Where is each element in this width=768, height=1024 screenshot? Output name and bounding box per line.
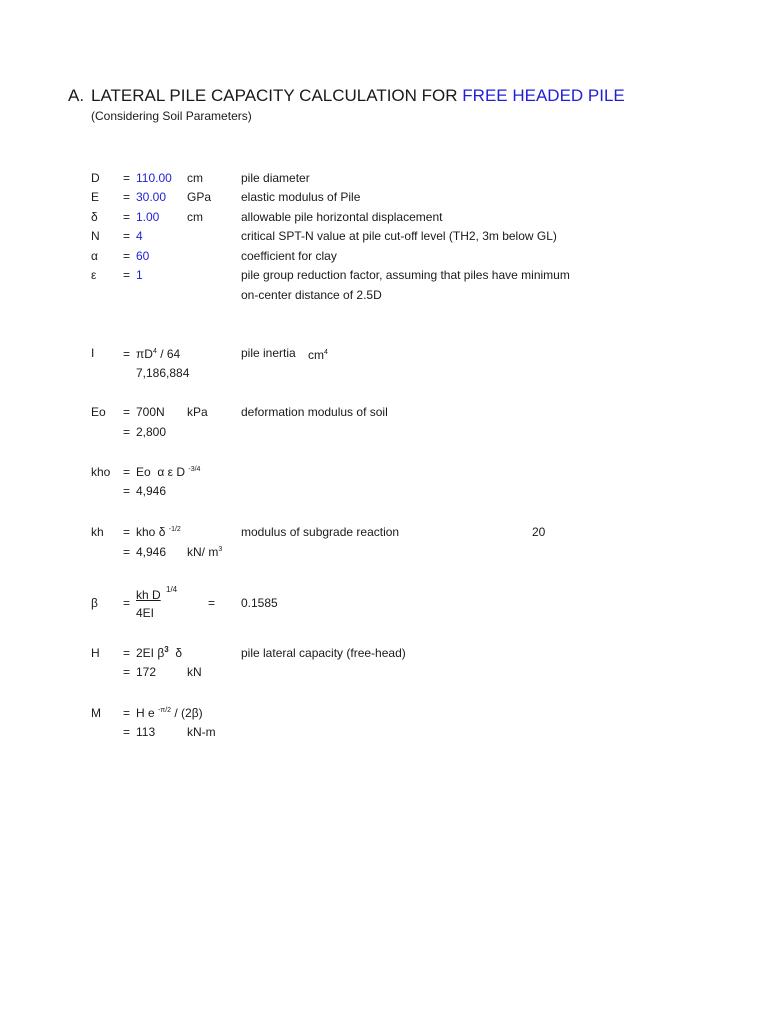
section-label: A.: [68, 86, 85, 105]
side-value: 20: [532, 525, 546, 539]
calc-result: 0.1585: [241, 596, 278, 610]
epsilon-symbol: ε: [167, 465, 173, 479]
param-description: pile diameter: [241, 171, 310, 185]
calc-description: deformation modulus of soil: [241, 405, 388, 419]
formula-kho: kho: [136, 525, 156, 539]
calc-result: 172: [136, 665, 157, 679]
param-description-continued: on-center distance of 2.5D: [241, 288, 382, 302]
calc-symbol: Eo: [91, 405, 106, 419]
page-subtitle: (Considering Soil Parameters): [91, 109, 252, 123]
calc-symbol: kh: [91, 525, 104, 539]
fraction-exponent: 1/4: [166, 585, 178, 594]
equals-sign: =: [123, 545, 131, 559]
param-symbol: α: [91, 249, 98, 263]
equals-sign: =: [123, 405, 131, 419]
equals-sign: =: [123, 190, 131, 204]
calc-formula: 700N: [136, 405, 165, 419]
equals-sign: =: [208, 596, 216, 610]
kho-formula: [136, 465, 200, 482]
calc-unit: kN-m: [187, 725, 216, 739]
formula-exponent: -3/4: [188, 466, 201, 473]
formula-exponent: -π/2: [158, 707, 172, 714]
param-description: elastic modulus of Pile: [241, 190, 361, 204]
unit-exponent: 3: [218, 546, 223, 553]
equals-sign: =: [123, 484, 131, 498]
param-value: 30.00: [136, 190, 167, 204]
equals-sign: =: [123, 725, 131, 739]
equals-sign: =: [123, 425, 131, 439]
delta-symbol: δ: [175, 646, 183, 660]
unit-exponent: 4: [324, 349, 328, 356]
param-description: critical SPT-N value at pile cut-off level (TH2, 3m below GL): [241, 229, 557, 243]
equals-sign: =: [123, 596, 131, 610]
param-description: allowable pile horizontal displacement: [241, 210, 443, 224]
equals-sign: =: [123, 171, 131, 185]
calc-symbol: M: [91, 706, 101, 720]
title-highlight: FREE HEADED PILE: [462, 86, 625, 105]
param-unit: cm: [187, 210, 203, 224]
formula-divisor: / 64: [156, 347, 181, 361]
formula-eo: Eo: [136, 465, 151, 479]
equals-sign: =: [123, 525, 131, 539]
param-value: 1: [136, 268, 143, 282]
calc-symbol: β: [91, 596, 98, 610]
param-value: 60: [136, 249, 150, 263]
delta-symbol: δ: [158, 525, 166, 539]
calc-description: pile inertia: [241, 346, 296, 360]
kh-formula: [136, 525, 181, 542]
equals-sign: =: [123, 268, 131, 282]
calc-unit: [308, 348, 328, 365]
formula-text: H e: [136, 706, 155, 720]
equals-sign: =: [123, 210, 131, 224]
fraction-denominator: 4EI: [136, 606, 155, 620]
page-title: [91, 86, 625, 106]
calc-unit: [187, 545, 222, 562]
calc-symbol: H: [91, 646, 100, 660]
formula-exponent: 3: [164, 645, 169, 654]
calc-unit: kN: [187, 665, 202, 679]
formula-tail: / (2β): [171, 706, 203, 720]
formula-exponent: 4: [152, 348, 157, 355]
equals-sign: =: [123, 706, 131, 720]
calc-symbol: I: [91, 346, 95, 360]
param-symbol: N: [91, 229, 100, 243]
equals-sign: =: [123, 347, 131, 361]
unit-base: kN/ m: [187, 545, 219, 559]
formula-exponent: -1/2: [168, 526, 181, 533]
param-description: coefficient for clay: [241, 249, 337, 263]
h-formula: [136, 646, 182, 662]
title-main: LATERAL PILE CAPACITY CALCULATION FOR: [91, 86, 458, 105]
unit-base: cm: [308, 348, 324, 362]
equals-sign: =: [123, 229, 131, 243]
param-unit: cm: [187, 171, 203, 185]
m-formula: [136, 706, 203, 723]
calc-result: 113: [136, 725, 156, 739]
calc-result: 2,800: [136, 425, 167, 439]
param-value: 4: [136, 229, 143, 243]
formula-d: D: [144, 347, 153, 361]
param-symbol: δ: [91, 210, 98, 224]
equals-sign: =: [123, 646, 131, 660]
inertia-formula: [136, 347, 180, 364]
calc-result: 4,946: [136, 545, 167, 559]
formula-d: D: [176, 465, 186, 479]
fraction-numerator: kh D: [136, 588, 161, 602]
calc-description: pile lateral capacity (free-head): [241, 646, 406, 660]
equals-sign: =: [123, 249, 131, 263]
equals-sign: =: [123, 465, 131, 479]
alpha-symbol: α: [157, 465, 165, 479]
param-description: pile group reduction factor, assuming that piles have minimum: [241, 268, 570, 282]
param-symbol: ε: [91, 268, 97, 282]
param-symbol: D: [91, 171, 100, 185]
param-unit: GPa: [187, 190, 212, 204]
calc-result: 4,946: [136, 484, 167, 498]
calc-symbol: kho: [91, 465, 111, 479]
calc-description: modulus of subgrade reaction: [241, 525, 400, 539]
calc-unit: kPa: [187, 405, 208, 419]
param-symbol: E: [91, 190, 100, 204]
equals-sign: =: [123, 665, 131, 679]
pi-symbol: π: [136, 347, 145, 361]
calc-result: 7,186,884: [136, 366, 190, 380]
param-value: 1.00: [136, 210, 160, 224]
param-value: 110.00: [136, 171, 172, 185]
formula-text: 2EI β: [136, 646, 165, 660]
